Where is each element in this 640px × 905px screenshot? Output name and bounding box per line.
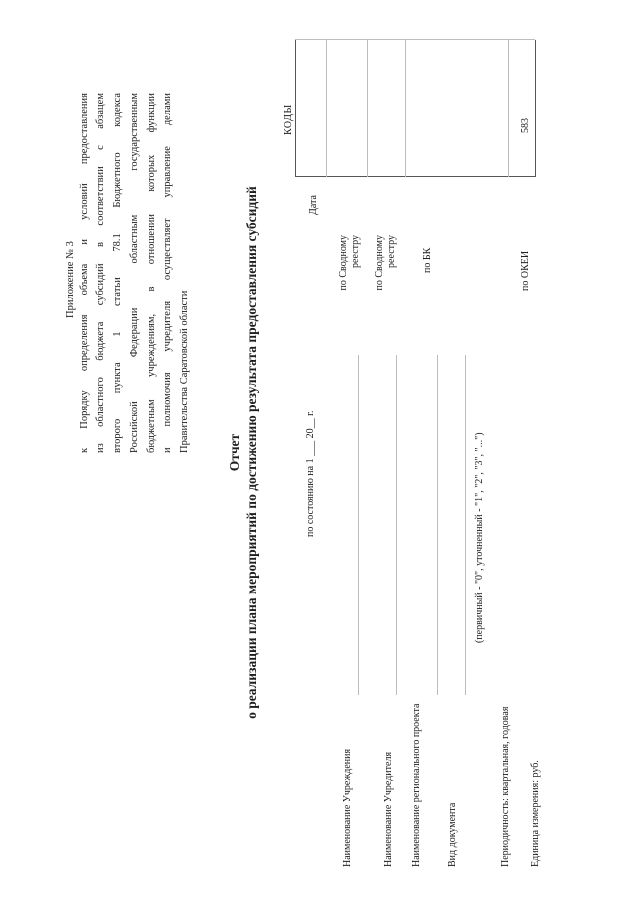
label-institution: Наименование Учреждения — [342, 748, 353, 867]
label-founder: Наименование Учредителя — [383, 751, 394, 867]
codes-label-bk: по БК — [422, 247, 433, 273]
codes-row-divider-4 — [405, 40, 406, 177]
annex-line-5: бюджетным учреждениям, в отношении которых функции — [146, 93, 157, 453]
annex-line-6: и полномочия учредителя осуществляет управление делами — [162, 93, 173, 453]
codes-box-left-border — [295, 176, 535, 177]
report-subtitle: о реализации плана мероприятий по достижению результата предоставления субсидий — [244, 186, 259, 719]
codes-okei-value: 583 — [520, 118, 531, 133]
codes-row-divider-5 — [508, 40, 509, 177]
codes-box-right-border — [295, 39, 535, 40]
annex-line-4: Российской Федерации областным государственным — [129, 93, 140, 453]
annex-line-3: второго пункта 1 статьи 78.1 Бюджетного кодекса — [112, 93, 123, 453]
fill-line-doc-type — [465, 355, 466, 695]
report-title: Отчет — [227, 433, 242, 472]
codes-label-okei: по ОКЕИ — [520, 250, 531, 291]
codes-label-registry-1: по Сводному реестру — [338, 235, 361, 291]
codes-label-registry-2: по Сводному реестру — [374, 235, 397, 291]
label-unit: Единица измерения: руб. — [530, 760, 541, 867]
fill-line-institution — [358, 355, 359, 695]
annex-line-1: к Порядку определения объема и условий предоставления — [79, 93, 90, 453]
label-regional-project: Наименование регионального проекта — [411, 703, 422, 867]
label-periodicity: Периодичность: квартальная, годовая — [500, 706, 511, 867]
codes-row-divider-6 — [535, 40, 536, 177]
as-of-date: по состоянию на 1 ___ 20__ г. — [305, 410, 316, 537]
codes-row-divider-2 — [326, 40, 327, 177]
codes-label-date: Дата — [308, 195, 319, 215]
annex-heading: Приложение № 3 — [65, 241, 76, 318]
fill-line-regional-project — [437, 355, 438, 695]
codes-row-divider-3 — [367, 40, 368, 177]
fill-line-founder — [396, 355, 397, 695]
doc-type-note: (первичный - "0", уточненный - "1", "2", "3", "...") — [474, 432, 485, 643]
codes-row-divider-1 — [295, 40, 296, 177]
label-doc-type: Вид документа — [447, 802, 458, 867]
annex-line-7: Правительства Саратовской области — [179, 290, 190, 453]
annex-line-2: из областного бюджета субсидий в соответствии с абзацем — [95, 93, 106, 453]
codes-header: КОДЫ — [283, 104, 294, 135]
